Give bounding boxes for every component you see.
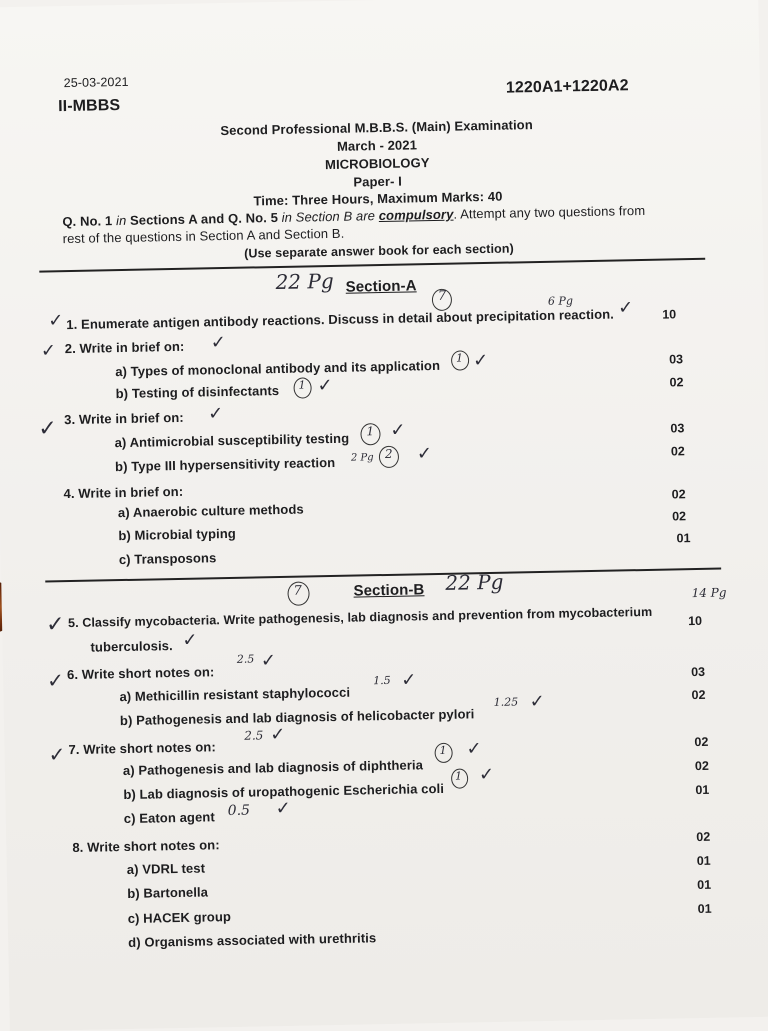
question-8: 8. Write short notes on: bbox=[72, 837, 220, 856]
question-7a: a) Pathogenesis and lab diagnosis of diphtheria bbox=[122, 757, 424, 779]
check-mark-icon: ✓ bbox=[478, 763, 495, 786]
marks-q7a: 02 bbox=[694, 734, 709, 750]
marks-q4b: 02 bbox=[672, 509, 687, 524]
handwritten-page-count-b: 22 Pg bbox=[445, 569, 504, 595]
question-2a: a) Types of monoclonal antibody and its application bbox=[115, 357, 441, 380]
paper-code: 1220A1+1220A2 bbox=[505, 77, 629, 97]
question-4c: c) Transposons bbox=[118, 550, 217, 568]
check-mark-icon: ✓ bbox=[401, 669, 417, 691]
question-6b: b) Pathogenesis and lab diagnosis of helicobacter pylori bbox=[119, 706, 475, 729]
check-mark-icon: ✓ bbox=[46, 668, 65, 693]
question-6: 6. Write short notes on: bbox=[66, 664, 215, 683]
question-7b: b) Lab diagnosis of uropathogenic Escherichia coli bbox=[123, 780, 445, 803]
question-8d: d) Organisms associated with urethritis bbox=[128, 930, 377, 950]
question-4b: b) Microbial typing bbox=[118, 525, 236, 544]
question-6a: a) Methicillin resistant staphylococci bbox=[119, 684, 351, 705]
instructions-line-1: Q. No. 1 in Sections A and Q. No. 5 in Section B are compulsory. Attempt any two questions from bbox=[62, 202, 646, 230]
check-mark-icon: ✓ bbox=[182, 629, 198, 651]
marks-q4c: 01 bbox=[676, 531, 691, 546]
marks-q7c: 01 bbox=[695, 782, 710, 798]
marks-q2b: 02 bbox=[669, 375, 684, 390]
exam-month: March - 2021 bbox=[336, 137, 418, 154]
check-mark-icon: ✓ bbox=[38, 416, 58, 442]
exam-date: 25-03-2021 bbox=[63, 74, 129, 91]
check-mark-icon: ✓ bbox=[317, 374, 333, 397]
marks-q4a: 02 bbox=[671, 487, 686, 502]
check-mark-icon: ✓ bbox=[260, 650, 277, 672]
handwritten-note-q6a: 1.5 bbox=[373, 673, 391, 688]
marks-q8a: 01 bbox=[696, 853, 711, 869]
handwritten-note-q7: 2.5 bbox=[244, 728, 264, 743]
handwritten-note-q1: 6 Pg bbox=[547, 294, 574, 308]
handwritten-note-q6b: 1.25 bbox=[493, 695, 519, 709]
check-mark-icon: ✓ bbox=[472, 349, 489, 372]
subject-title: MICROBIOLOGY bbox=[324, 155, 430, 173]
question-3a: a) Antimicrobial susceptibility testing bbox=[114, 430, 350, 451]
marks-q7b: 02 bbox=[694, 758, 709, 774]
check-mark-icon: ✓ bbox=[529, 690, 545, 713]
question-7: 7. Write short notes on: bbox=[68, 739, 216, 758]
question-5-line-1: 5. Classify mycobacteria. Write pathogenesis, lab diagnosis and prevention from mycobacterium bbox=[67, 604, 653, 631]
marks-q8c: 01 bbox=[697, 901, 712, 917]
question-8a: a) VDRL test bbox=[126, 860, 206, 878]
question-8c: c) HACEK group bbox=[127, 909, 232, 926]
marks-q3b: 02 bbox=[670, 444, 685, 459]
time-and-marks: Time: Three Hours, Maximum Marks: 40 bbox=[253, 188, 503, 209]
check-mark-icon: ✓ bbox=[416, 443, 433, 465]
handwritten-note-q6: 2.5 bbox=[236, 652, 255, 666]
handwritten-note-q7c: 0.5 bbox=[227, 802, 251, 820]
marks-q3a: 03 bbox=[670, 421, 685, 436]
check-mark-icon: ✓ bbox=[617, 297, 634, 319]
check-mark-icon: ✓ bbox=[466, 738, 482, 760]
marks-q5: 10 bbox=[688, 613, 703, 629]
question-2b: b) Testing of disinfectants bbox=[115, 382, 280, 402]
question-1: 1. Enumerate antigen antibody reactions. Discuss in detail about precipitation reaction. bbox=[66, 306, 615, 333]
question-4: 4. Write in brief on: bbox=[63, 483, 184, 502]
handwritten-note-q5: 14 Pg bbox=[691, 585, 727, 601]
question-2: 2. Write in brief on: bbox=[64, 338, 185, 357]
paper-number: Paper- I bbox=[353, 173, 403, 190]
check-mark-icon: ✓ bbox=[48, 310, 64, 332]
handwritten-page-count-a: 22 Pg bbox=[275, 268, 334, 295]
marks-q1: 10 bbox=[662, 307, 677, 322]
course-label: II-MBBS bbox=[57, 96, 121, 116]
check-mark-icon: ✓ bbox=[48, 742, 66, 767]
check-mark-icon: ✓ bbox=[275, 797, 291, 820]
section-b-title: Section-B bbox=[353, 581, 425, 600]
marks-q8b: 01 bbox=[697, 877, 712, 893]
check-mark-icon: ✓ bbox=[390, 419, 406, 441]
question-8b: b) Bartonella bbox=[127, 884, 209, 901]
instructions-line-3: (Use separate answer book for each section) bbox=[244, 241, 514, 261]
question-3b: b) Type III hypersensitivity reaction bbox=[114, 454, 336, 475]
question-7c: c) Eaton agent bbox=[123, 809, 215, 827]
section-a-title: Section-A bbox=[345, 277, 417, 296]
marks-q6b: 02 bbox=[691, 687, 706, 703]
check-mark-icon: ✓ bbox=[210, 332, 227, 354]
question-3: 3. Write in brief on: bbox=[64, 409, 184, 428]
question-4a: a) Anaerobic culture methods bbox=[117, 501, 304, 521]
exam-title: Second Professional M.B.B.S. (Main) Examination bbox=[220, 117, 533, 139]
divider-middle bbox=[45, 568, 721, 583]
exam-paper: 25-03-2021 II-MBBS 1220A1+1220A2 Second Professional M.B.B.S. (Main) Examination March - 2021 MICROBIOLOGY Paper- I Time: Three Hours, Maximum Marks: 40 Q. No. 1 in Sections A and Q. No. 5 in Section B are compulsory. Attempt any two questions from rest of the questions in Section A and Section B. (Use separate answer book for each section) 22 Pg Section-A 7 ✓ 1. Enumerate antigen antibody reactions. Discuss in detail about precipitation reaction. 6 Pg ✓ 10 ✓ 2. Write in brief on: ✓ a) Types of monoclonal antibody and its application 1 ✓ 03 b) Testing of disinfectants 1 ✓ 02 ✓ 3. Write in brief on: ✓ a) Antimicrobial susceptibility testing 1 ✓ 03 b) Type III hypersensitivity reaction 2 Pg 2 ✓ 02 4. Write in brief on: a) Anaerobic culture methods 02 b) Microbial typing 02 c) Transposons 01 7 Section-B 22 Pg ✓ 5. Classify mycobacteria. Write pathogenesis, lab diagnosis and prevention from mycobacterium 14 Pg tuberculosis. ✓ 10 ✓ 6. Write short notes on: 2.5 ✓ a) Methicillin resistant staphylococci 1.5 ✓ 03 b) Pathogenesis and lab diagnosis of helicobacter pylori 1.25 ✓ 02 ✓ 7. Write short notes on: 2.5 ✓ a) Pathogenesis and lab diagnosis of diphtheria 1 ✓ 02 b) Lab diagnosis of uropathogenic Escherichia coli 1 ✓ 02 c) Eaton agent 0.5 ✓ 01 8. Write short notes on: 02 a) VDRL test 01 b) Bartonella 01 c) HACEK group 01 d) Organisms associated with urethritis bbox=[0, 0, 768, 1031]
check-mark-icon: ✓ bbox=[207, 403, 224, 425]
marks-q2a: 03 bbox=[668, 352, 684, 367]
handwritten-note-q3b: 2 Pg bbox=[350, 452, 374, 464]
marks-q6a: 03 bbox=[690, 664, 706, 680]
question-5-line-2: tuberculosis. bbox=[90, 638, 173, 655]
instructions-line-2: rest of the questions in Section A and Section B. bbox=[62, 225, 345, 247]
check-mark-icon: ✓ bbox=[270, 723, 286, 746]
check-mark-icon: ✓ bbox=[45, 612, 65, 638]
marks-q8: 02 bbox=[696, 829, 711, 845]
check-mark-icon: ✓ bbox=[40, 340, 57, 362]
